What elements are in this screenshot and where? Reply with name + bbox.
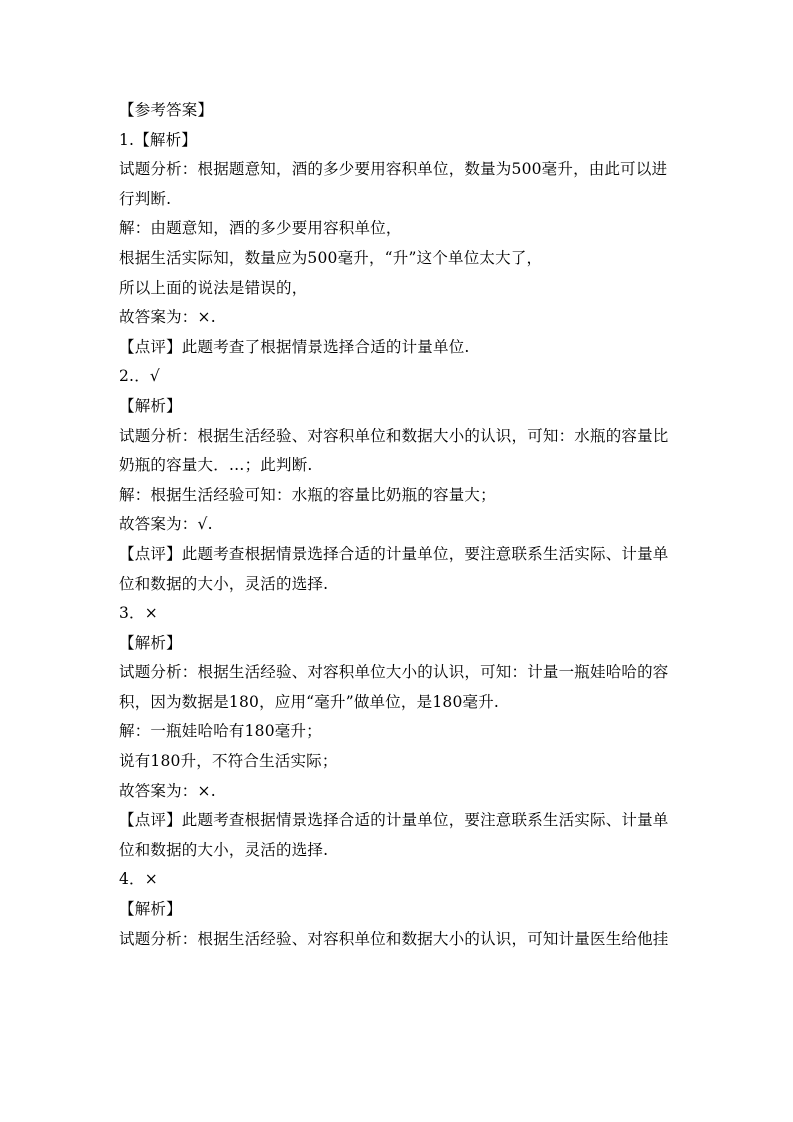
text-line: 位和数据的大小，灵活的选择. (119, 574, 329, 593)
text-line: 位和数据的大小，灵活的选择. (119, 840, 329, 859)
text-line: 说有180升，不符合生活实际； (119, 752, 338, 771)
document-body (119, 96, 679, 954)
text-line: 故答案为：×. (119, 308, 216, 327)
text-line: 试题分析：根据题意知，酒的多少要用容积单位，数量为500毫升，由此可以进 (119, 160, 668, 179)
text-line: 解：一瓶娃哈哈有180毫升； (119, 722, 322, 741)
text-line: 奶瓶的容量大．…；此判断. (119, 456, 313, 475)
text-line: 4．× (119, 870, 158, 889)
text-line: 【点评】此题考查根据情景选择合适的计量单位，要注意联系生活实际、计量单 (119, 544, 669, 563)
text-line: 行判断. (119, 189, 172, 208)
text-line: 试题分析：根据生活经验、对容积单位大小的认识，可知：计量一瓶娃哈哈的容 (119, 663, 669, 682)
text-line: 根据生活实际知，数量应为500毫升，“升”这个单位太大了， (119, 248, 543, 267)
text-line: 2.．√ (119, 367, 160, 386)
text-line: 3．× (119, 604, 158, 623)
text-line: 故答案为：√. (119, 515, 213, 534)
text-line: 【参考答案】 (119, 101, 214, 119)
text-line: 解：由题意知，酒的多少要用容积单位， (119, 219, 402, 238)
text-line: 所以上面的说法是错误的， (119, 278, 308, 297)
text-line: 【点评】此题考查了根据情景选择合适的计量单位. (119, 337, 470, 356)
text-line: 试题分析：根据生活经验、对容积单位和数据大小的认识，可知：水瓶的容量比 (119, 426, 669, 445)
text-line: 【解析】 (119, 396, 182, 415)
text-line: 【点评】此题考查根据情景选择合适的计量单位，要注意联系生活实际、计量单 (119, 811, 669, 830)
text-line: 解：根据生活经验可知：水瓶的容量比奶瓶的容量大； (119, 485, 496, 504)
text-line: 【解析】 (119, 633, 182, 652)
text-line: 试题分析：根据生活经验、对容积单位和数据大小的认识，可知计量医生给他挂 (119, 929, 669, 948)
text-line: 【解析】 (119, 900, 182, 919)
text-line: 故答案为：×. (119, 781, 216, 800)
text-line: 1.【解析】 (119, 130, 197, 149)
text-line: 积，因为数据是180，应用“毫升”做单位，是180毫升. (119, 692, 500, 711)
